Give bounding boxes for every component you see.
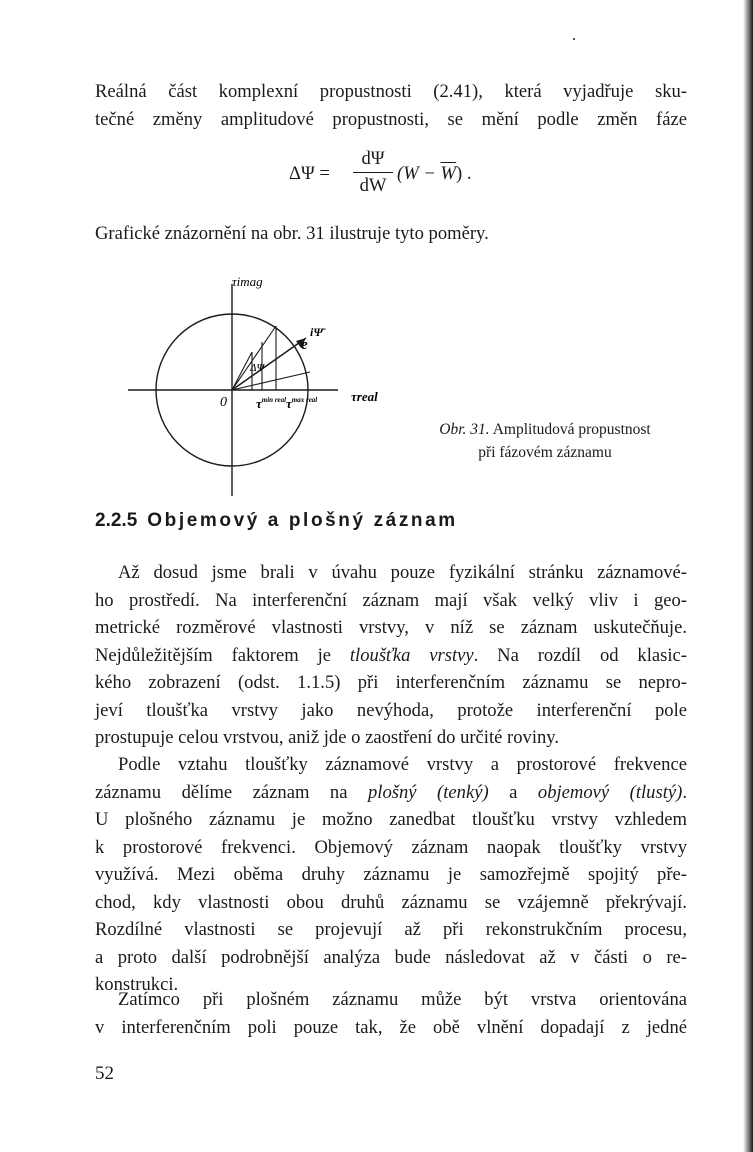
equation-fraction [353, 148, 393, 197]
emphasis-text: (tenký) [437, 781, 489, 803]
delta-psi-text: ΔΨ [250, 362, 265, 374]
exponent-power-text: iΨ̄ [310, 325, 323, 339]
figure-reference-line [95, 220, 687, 248]
emphasis-text: objemový [537, 781, 610, 803]
equation-rhs-close: ) . [456, 163, 472, 184]
phasor-vector [232, 338, 306, 390]
fraction-bar [353, 172, 393, 173]
text-line: v interferenčním poli pouze tak, že obě vlnění dopadají z jedné [95, 1016, 687, 1038]
text-line: Podle vztahu tloušťky záznamové vrstvy a prostorové frekvence [118, 754, 687, 775]
text-line: Zatímco při plošném záznamu může být vrstva orientována [118, 989, 687, 1010]
page-number: 52 [95, 1063, 114, 1084]
section-title: Objemový a plošný záznam [147, 510, 458, 531]
text-line: Rozdílné vlastnosti se projevují až při rekonstrukčním procesu, [95, 919, 687, 940]
tau-max-label [286, 396, 317, 411]
text-line: chod, kdy vlastnosti obou druhů záznamu se vzájemně překrývají. [95, 891, 687, 913]
exponent-power-label [310, 325, 326, 339]
figure-31-diagram [120, 268, 410, 500]
text-line [95, 779, 687, 807]
caption-label: Obr. 31. [439, 421, 490, 438]
equation-lhs: ΔΨ = [289, 163, 330, 184]
text-run: záznamu dělíme záznam na [95, 781, 368, 803]
origin-label-text: 0 [220, 395, 227, 410]
text-line: Reálná část komplexní propustnosti (2.41), která vyjadřuje sku- [95, 81, 687, 102]
scan-page-edge [743, 0, 753, 1152]
origin-label [220, 395, 227, 410]
text-line: jeví tloušťka vrstvy jako nevýhoda, protože interferenční pole [95, 699, 687, 721]
equation-rhs-open: (W − [397, 163, 441, 184]
text-line: metrické rozměrové vlastnosti vrstvy, v níž se záznam uskutečňuje. [95, 617, 687, 638]
emphasis-text: (tlustý) [629, 781, 683, 803]
intro-paragraph [95, 78, 687, 133]
text-line: k prostorové frekvenci. Objemový záznam naopak tloušťky vrstvy [95, 836, 687, 858]
scan-speck [573, 38, 575, 40]
caption-line [400, 418, 690, 441]
max-phase-line [232, 326, 276, 390]
paragraph-2 [95, 751, 687, 999]
tau-min-label [256, 396, 286, 411]
paragraph-1 [95, 559, 687, 752]
caption-text: Amplitudová propustnost [492, 421, 651, 438]
emphasis-text: tloušťka vrstvy [349, 644, 474, 666]
text-line: využívá. Mezi oběma druhy záznamu je samozřejmě spojitý pře- [95, 864, 687, 885]
real-axis-label-text: τreal [351, 389, 378, 404]
paragraph-3 [95, 986, 687, 1041]
tau-max-subscript: max real [291, 396, 318, 404]
text-run: Nejdůležitějším faktorem je [95, 644, 350, 666]
fraction-numerator: dΨ [361, 148, 385, 169]
text-line: tečné změny amplitudové propustnosti, se mění podle změn fáze [95, 108, 687, 130]
text-run: . [682, 781, 687, 803]
text-line: prostupuje celou vrstvou, aniž jde o zaostření do určité roviny. [95, 727, 560, 748]
imag-axis-label [232, 274, 263, 289]
delta-psi-label [249, 362, 265, 374]
real-axis-label [351, 389, 378, 404]
exponent-base-label [301, 337, 308, 353]
text-line: a proto další podrobnější analýza bude následovat až v části o re- [95, 946, 687, 968]
text-run: a [488, 781, 538, 803]
tau-max-symbol: τ [286, 396, 292, 411]
text-line: Až dosud jsme brali v úvahu pouze fyzikální stránku záznamové- [118, 562, 687, 583]
equation-mean-symbol: $\overline{W}$ [440, 163, 457, 184]
fraction-denominator: dW [359, 175, 387, 197]
text-line [95, 642, 687, 670]
text-line: kého zobrazení (odst. 1.1.5) při interferenčním záznamu se nepro- [95, 672, 687, 693]
tau-min-symbol: τ [256, 396, 262, 411]
text-line: Grafické znázornění na obr. 31 ilustruje tyto poměry. [95, 223, 489, 244]
text-line: U plošného záznamu je možno zanedbat tloušťku vrstvy vzhledem [95, 809, 687, 830]
imag-axis-label-text: τimag [232, 274, 263, 289]
figure-caption [400, 418, 690, 464]
exponent-base-text: e [301, 337, 308, 353]
equation-rhs [397, 163, 472, 185]
section-heading [95, 510, 458, 532]
text-line: ho prostředí. Na interferenční záznam mají však velký vliv i geo- [95, 589, 687, 611]
tau-min-subscript: min real [261, 396, 287, 404]
emphasis-text: plošný [367, 781, 417, 803]
caption-line: při fázovém záznamu [478, 444, 612, 461]
min-phase-line [232, 352, 252, 390]
phase-equation [289, 148, 529, 202]
section-number: 2.2.5 [95, 510, 138, 531]
text-run: . Na rozdíl od klasic- [473, 644, 687, 666]
text-line: konstrukci. [95, 974, 179, 995]
